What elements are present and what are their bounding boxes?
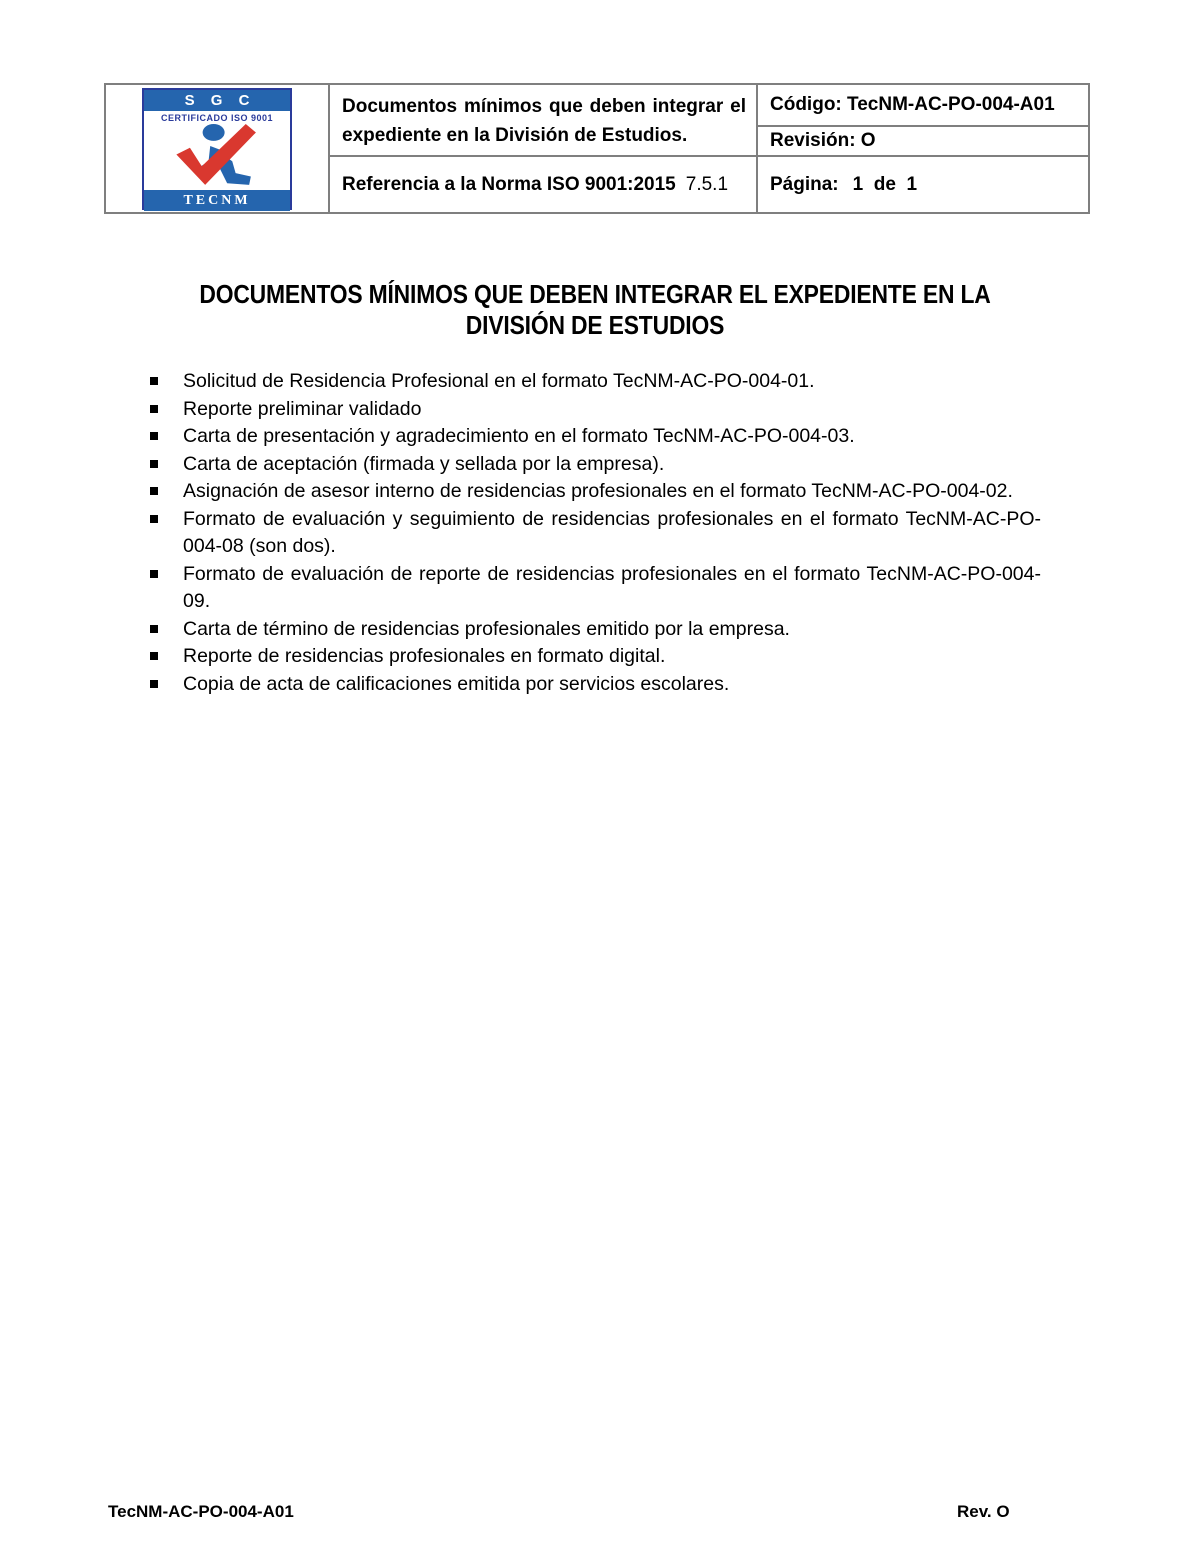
codigo-cell: Código: TecNM-AC-PO-004-A01 xyxy=(758,85,1088,127)
page-title xyxy=(95,279,1095,341)
header-right-column xyxy=(758,85,1088,212)
list-item-text: Carta de aceptación (firmada y sellada por la empresa). xyxy=(183,452,665,475)
list-item-text: Asignación de asesor interno de residencias profesionales en el formato TecNM-AC-PO-004-02. xyxy=(183,480,1013,502)
sgc-tecnm-logo xyxy=(142,88,292,210)
logo-cell xyxy=(106,85,330,212)
list-item-text: Formato de evaluación de reporte de residencias profesionales en el formato TecNM-AC-PO-004-09. xyxy=(183,562,1041,612)
document-title-cell: Documentos mínimos que deben integrar el expediente en la División de Estudios. xyxy=(330,85,756,157)
page-title-line-1: DOCUMENTOS MÍNIMOS QUE DEBEN INTEGRAR EL EXPEDIENTE EN LA xyxy=(199,279,991,309)
list-item xyxy=(148,616,1041,644)
iso-reference-clause: 7.5.1 xyxy=(685,173,729,195)
list-item xyxy=(148,671,1041,699)
iso-reference-cell xyxy=(330,157,756,212)
list-item-text: Reporte preliminar validado xyxy=(183,397,422,420)
logo-figure-area xyxy=(144,124,290,190)
list-item xyxy=(148,396,1041,424)
list-item-text: Carta de término de residencias profesionales emitido por la empresa. xyxy=(183,617,790,640)
square-bullet-icon xyxy=(150,652,158,660)
square-bullet-icon xyxy=(150,625,158,633)
pagina-cell xyxy=(758,157,1088,212)
list-item xyxy=(148,451,1041,479)
square-bullet-icon xyxy=(150,680,158,688)
pagina-label: Página: xyxy=(770,173,839,195)
square-bullet-icon xyxy=(150,432,158,440)
square-bullet-icon xyxy=(150,460,158,468)
list-item-text: Solicitud de Residencia Profesional en el formato TecNM-AC-PO-004-01. xyxy=(183,370,815,392)
list-item xyxy=(148,478,1041,506)
revision-cell: Revisión: O xyxy=(758,127,1088,157)
pagina-value: 1 de 1 xyxy=(852,173,918,195)
square-bullet-icon xyxy=(150,377,158,385)
header-table xyxy=(104,83,1090,214)
list-item xyxy=(148,643,1041,671)
sgc-logo-top-bar: S G C xyxy=(144,90,290,111)
square-bullet-icon xyxy=(150,487,158,495)
list-item xyxy=(148,506,1041,561)
list-item-text: Carta de presentación y agradecimiento en el formato TecNM-AC-PO-004-03. xyxy=(183,425,855,447)
page-title-line-2: DIVISIÓN DE ESTUDIOS xyxy=(465,310,725,340)
square-bullet-icon xyxy=(150,405,158,413)
sgc-person-checkmark-icon xyxy=(171,124,263,190)
square-bullet-icon xyxy=(150,570,158,578)
requirements-list xyxy=(148,368,1041,698)
iso-reference-text: Referencia a la Norma ISO 9001:2015 xyxy=(342,173,676,195)
list-item xyxy=(148,368,1041,396)
list-item-text: Reporte de residencias profesionales en formato digital. xyxy=(183,645,666,667)
tecnm-logo-bottom-bar: TECNM xyxy=(144,190,290,211)
list-item-text: Formato de evaluación y seguimiento de residencias profesionales en el formato TecNM-AC-PO-004-08 (son dos). xyxy=(183,507,1041,557)
list-item xyxy=(148,423,1041,451)
footer-revision: Rev. O xyxy=(957,1502,1010,1521)
iso-9001-certified-label: CERTIFICADO ISO 9001 xyxy=(160,112,274,123)
list-item-text: Copia de acta de calificaciones emitida por servicios escolares. xyxy=(183,672,730,695)
list-item xyxy=(148,561,1041,616)
footer-document-code: TecNM-AC-PO-004-A01 xyxy=(108,1502,294,1521)
header-middle-column xyxy=(330,85,758,212)
square-bullet-icon xyxy=(150,515,158,523)
